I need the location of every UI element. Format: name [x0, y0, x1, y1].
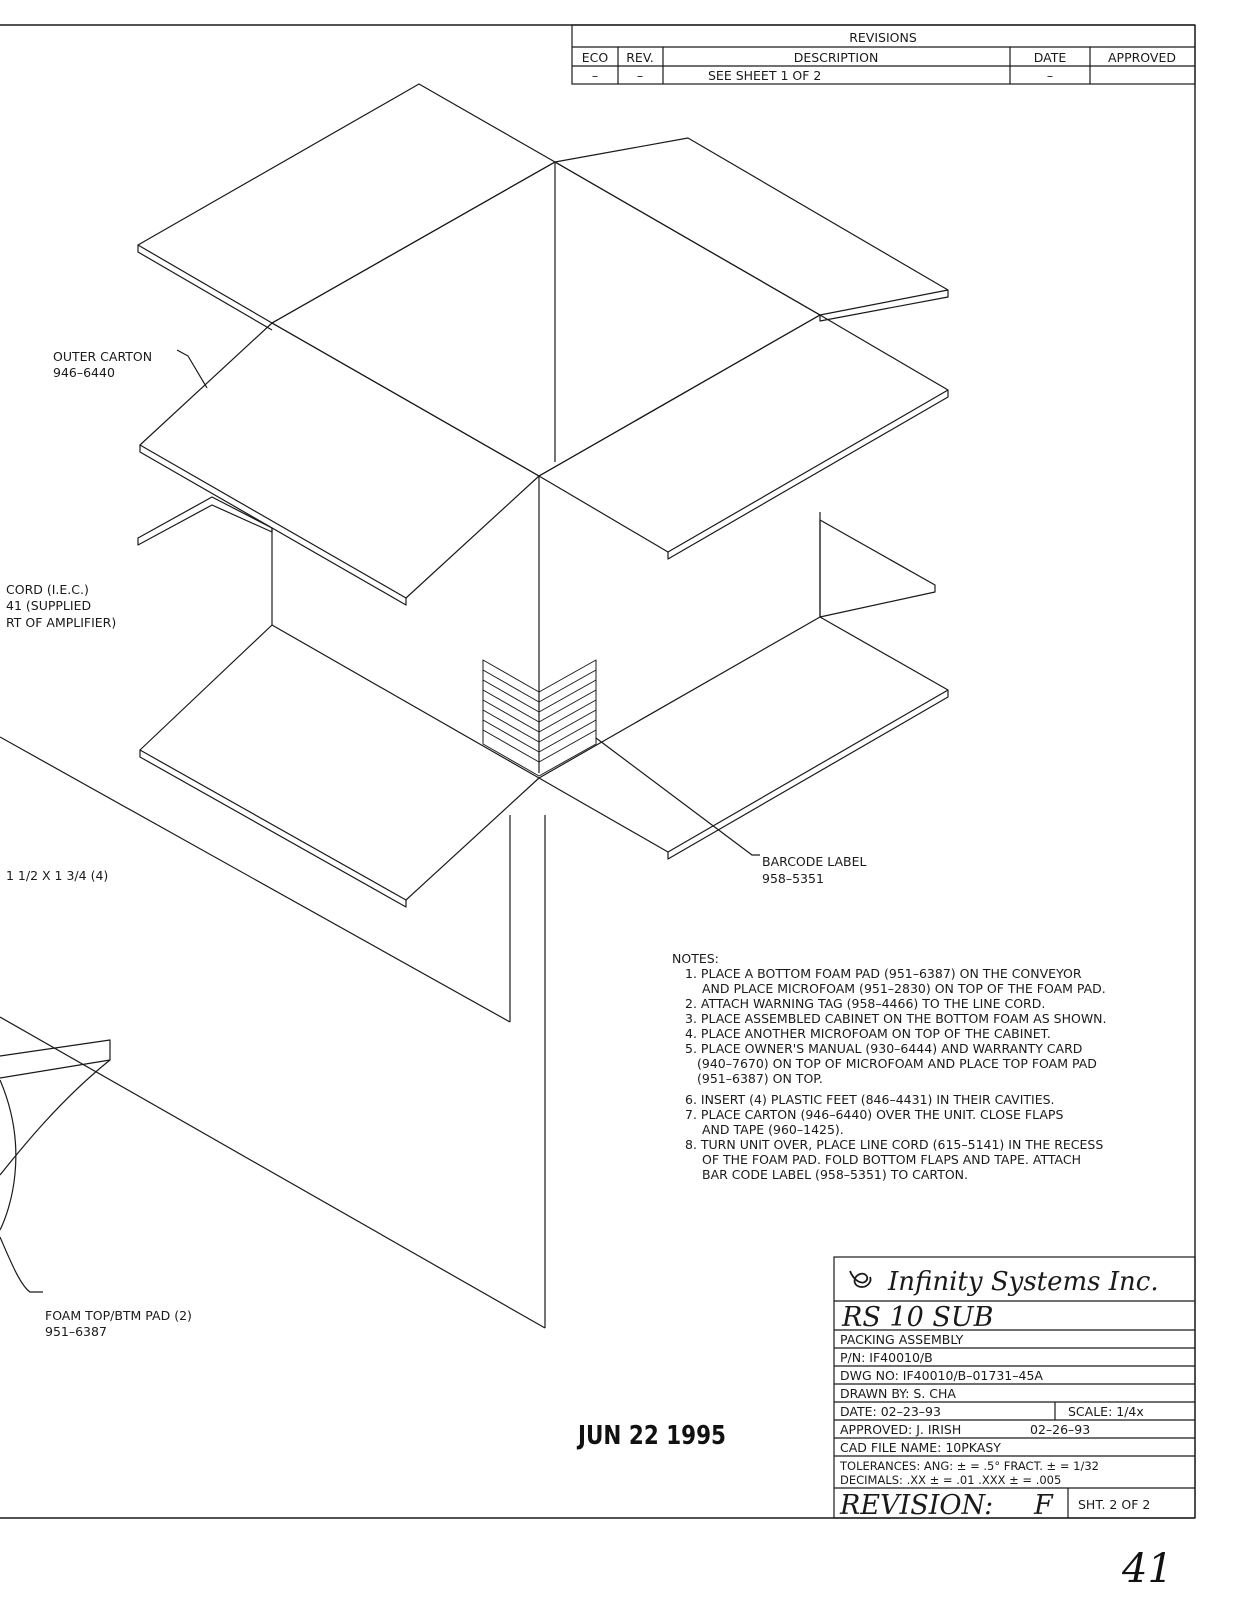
- carton-mid-flap-front-right: [539, 315, 948, 552]
- company-name: Infinity Systems Inc.: [888, 1267, 1159, 1297]
- note-line: 6. INSERT (4) PLASTIC FEET (846–4431) IN THEIR CAVITIES.: [685, 1092, 1055, 1107]
- sheet-number: SHT. 2 OF 2: [1078, 1497, 1151, 1512]
- drawing-number: DWG NO: IF40010/B–01731–45A: [840, 1368, 1043, 1383]
- drawing-date: DATE: 02–23–93: [840, 1404, 941, 1419]
- title-block: [834, 1257, 1195, 1521]
- approved-by: APPROVED: J. IRISH: [840, 1422, 962, 1437]
- date-stamp: JUN 22 1995: [576, 1421, 726, 1451]
- page-number: 41: [1122, 1546, 1173, 1592]
- foam-pad-outline: [0, 1040, 110, 1078]
- callout-barcode-part: 958–5351: [762, 871, 824, 886]
- callout-feet: 1 1/2 X 1 3/4 (4): [6, 868, 109, 883]
- revisions-row-rev: –: [636, 68, 644, 83]
- notes-block: [672, 951, 1107, 1182]
- revision-value: F: [1034, 1490, 1053, 1521]
- note-line: 5. PLACE OWNER'S MANUAL (930–6444) AND WARRANTY CARD: [685, 1041, 1083, 1056]
- drawing-title: PACKING ASSEMBLY: [840, 1332, 964, 1347]
- carton-mid-flap-left: [272, 162, 820, 476]
- carton-top-flap-left: [138, 84, 555, 323]
- note-line: (951–6387) ON TOP.: [697, 1071, 823, 1086]
- revisions-row-eco: –: [591, 68, 599, 83]
- callout-foam-pad-label: FOAM TOP/BTM PAD (2): [45, 1308, 192, 1323]
- callout-line-cord-3: RT OF AMPLIFIER): [6, 615, 117, 630]
- carton-top-flap-back: [555, 138, 948, 315]
- revisions-header-eco: ECO: [581, 50, 609, 65]
- revisions-header-description: DESCRIPTION: [793, 50, 879, 65]
- drawing-scale: SCALE: 1/4x: [1068, 1404, 1144, 1419]
- revisions-title: REVISIONS: [849, 30, 917, 45]
- revisions-header-rev: REV.: [626, 50, 654, 65]
- tolerances-line-2: DECIMALS: .XX ± = .01 .XXX ± = .005: [840, 1473, 1062, 1487]
- approved-date: 02–26–93: [1030, 1422, 1091, 1437]
- notes-heading: NOTES:: [672, 951, 719, 966]
- callout-foam-pad-part: 951–6387: [45, 1324, 107, 1339]
- revisions-header-date: DATE: [1033, 50, 1067, 65]
- infinity-logo-icon: [850, 1271, 871, 1287]
- carton-bottom-flap-right: [539, 617, 948, 852]
- note-line: 2. ATTACH WARNING TAG (958–4466) TO THE LINE CORD.: [685, 996, 1046, 1011]
- note-line: 3. PLACE ASSEMBLED CABINET ON THE BOTTOM FOAM AS SHOWN.: [685, 1011, 1107, 1026]
- callout-outer-carton-label: OUTER CARTON: [53, 349, 153, 364]
- revisions-table: [572, 25, 1195, 84]
- part-number: P/N: IF40010/B: [840, 1350, 933, 1365]
- drawn-by: DRAWN BY: S. CHA: [840, 1386, 956, 1401]
- carton-mid-flap-front-left: [140, 323, 539, 598]
- revisions-row-description: SEE SHEET 1 OF 2: [708, 68, 822, 83]
- callout-line-cord-1: CORD (I.E.C.): [6, 582, 89, 597]
- carton-bottom-flap-left: [140, 625, 539, 900]
- model-name: RS 10 SUB: [842, 1302, 994, 1333]
- note-line: 4. PLACE ANOTHER MICROFOAM ON TOP OF THE CABINET.: [685, 1026, 1051, 1041]
- revision-label: REVISION:: [840, 1490, 994, 1521]
- note-line: 1. PLACE A BOTTOM FOAM PAD (951–6387) ON THE CONVEYOR: [685, 966, 1082, 981]
- note-line: 7. PLACE CARTON (946–6440) OVER THE UNIT. CLOSE FLAPS: [685, 1107, 1064, 1122]
- note-line: AND TAPE (960–1425).: [702, 1122, 844, 1137]
- cad-file-name: CAD FILE NAME: 10PKASY: [840, 1440, 1001, 1455]
- note-line: (940–7670) ON TOP OF MICROFOAM AND PLACE TOP FOAM PAD: [697, 1056, 1097, 1071]
- note-line: BAR CODE LABEL (958–5351) TO CARTON.: [702, 1167, 969, 1182]
- callout-line-cord-2: 41 (SUPPLIED: [6, 598, 92, 613]
- note-line: 8. TURN UNIT OVER, PLACE LINE CORD (615–5141) IN THE RECESS: [685, 1137, 1104, 1152]
- note-line: AND PLACE MICROFOAM (951–2830) ON TOP OF THE FOAM PAD.: [702, 981, 1106, 996]
- revisions-row-date: –: [1046, 68, 1054, 83]
- callout-barcode-label: BARCODE LABEL: [762, 854, 867, 869]
- revisions-header-approved: APPROVED: [1107, 50, 1177, 65]
- note-line: OF THE FOAM PAD. FOLD BOTTOM FLAPS AND TAPE. ATTACH: [702, 1152, 1081, 1167]
- tolerances-line-1: TOLERANCES: ANG: ± = .5° FRACT. ± = 1/32: [840, 1459, 1099, 1473]
- callout-outer-carton-part: 946–6440: [53, 365, 115, 380]
